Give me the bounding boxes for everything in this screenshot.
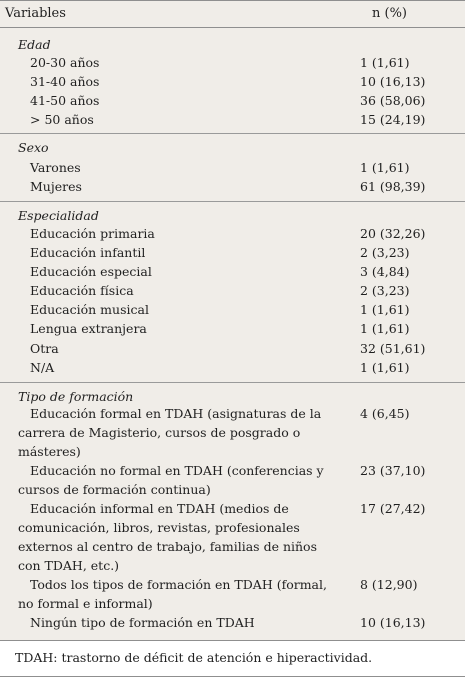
row-label: Educación no formal en TDAH (conferencias y cursos de formación continua) bbox=[18, 463, 324, 497]
row-value: 32 (51,61) bbox=[360, 341, 426, 356]
row-value: 36 (58,06) bbox=[360, 93, 426, 108]
row-value: 23 (37,10) bbox=[360, 463, 426, 478]
row-value: 1 (1,61) bbox=[360, 302, 410, 317]
table-footnote: TDAH: trastorno de déficit de atención e hiperactividad. bbox=[15, 650, 373, 665]
row-label: N/A bbox=[30, 360, 55, 375]
row-value: 2 (3,23) bbox=[360, 283, 410, 298]
row-value: 61 (98,39) bbox=[360, 179, 426, 194]
section-divider bbox=[0, 133, 465, 134]
header-variables: Variables bbox=[5, 6, 66, 21]
row-value: 3 (4,84) bbox=[360, 264, 410, 279]
row-label: Mujeres bbox=[30, 179, 82, 194]
row-value: 17 (27,42) bbox=[360, 501, 426, 516]
row-label: Todos los tipos de formación en TDAH (formal, no formal e informal) bbox=[18, 577, 327, 611]
row-label: Educación primaria bbox=[30, 226, 155, 241]
section-title-tipo-formacion: Tipo de formación bbox=[18, 389, 134, 404]
row-value: 20 (32,26) bbox=[360, 226, 426, 241]
row-label: Lengua extranjera bbox=[30, 321, 147, 336]
row-label: Educación infantil bbox=[30, 245, 146, 260]
row-value: 1 (1,61) bbox=[360, 55, 410, 70]
row-label: Educación musical bbox=[30, 302, 149, 317]
section-title-especialidad: Especialidad bbox=[18, 208, 99, 223]
footnote-bottom-rule bbox=[0, 676, 465, 677]
row-value: 8 (12,90) bbox=[360, 577, 418, 592]
row-label: 41-50 años bbox=[30, 93, 100, 108]
row-value: 10 (16,13) bbox=[360, 615, 426, 630]
row-value: 2 (3,23) bbox=[360, 245, 410, 260]
row-label: Ningún tipo de formación en TDAH bbox=[30, 615, 255, 630]
section-divider bbox=[0, 382, 465, 383]
section-divider bbox=[0, 201, 465, 202]
section-title-edad: Edad bbox=[18, 37, 51, 52]
row-value: 1 (1,61) bbox=[360, 321, 410, 336]
row-label: Educación informal en TDAH (medios de comunicación, libros, revistas, profesionales externos al centro de trabajo, familias de niños con TDAH, etc.) bbox=[18, 501, 317, 573]
row-label: 20-30 años bbox=[30, 55, 100, 70]
row-label: Educación formal en TDAH (asignaturas de la carrera de Magisterio, cursos de posgrado o másteres) bbox=[18, 406, 322, 459]
row-label: Otra bbox=[30, 341, 59, 356]
row-label: Educación física bbox=[30, 283, 134, 298]
table-bottom-rule bbox=[0, 640, 465, 641]
row-value: 4 (6,45) bbox=[360, 406, 410, 421]
row-value: 15 (24,19) bbox=[360, 112, 426, 127]
row-label: Educación especial bbox=[30, 264, 152, 279]
row-value: 1 (1,61) bbox=[360, 360, 410, 375]
header-n-percent: n (%) bbox=[372, 6, 408, 21]
section-title-sexo: Sexo bbox=[18, 140, 49, 155]
table-header bbox=[0, 0, 465, 28]
row-label: Varones bbox=[30, 160, 81, 175]
row-label: 31-40 años bbox=[30, 74, 100, 89]
row-value: 1 (1,61) bbox=[360, 160, 410, 175]
row-label: > 50 años bbox=[30, 112, 94, 127]
row-value: 10 (16,13) bbox=[360, 74, 426, 89]
